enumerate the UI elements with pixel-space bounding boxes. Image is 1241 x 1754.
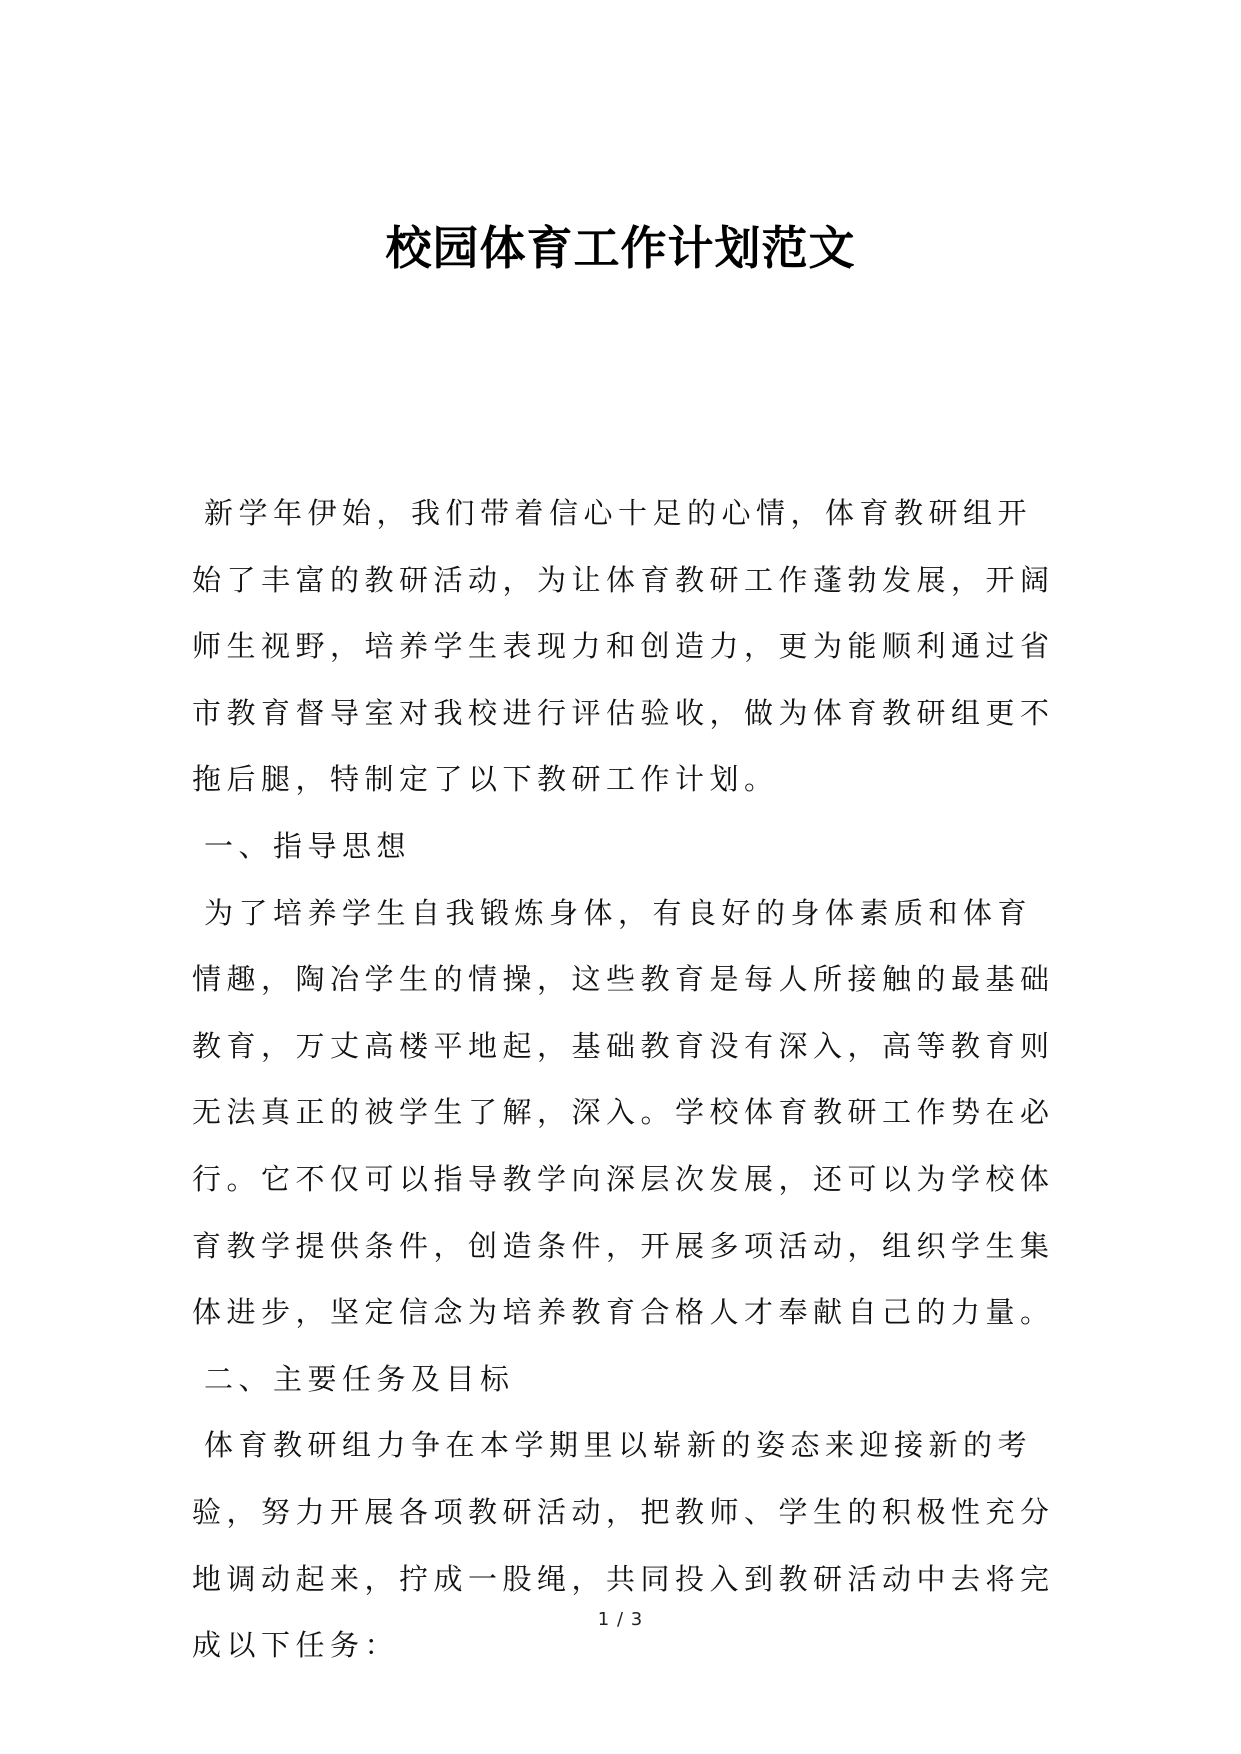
paragraph-main-tasks: 体育教研组力争在本学期里以崭新的姿态来迎接新的考验，努力开展各项教研活动，把教师、学生的积极性充分地调动起来，拧成一股绳，共同投入到教研活动中去将完成以下任务： (192, 1428, 1055, 1663)
paragraph-intro: 新学年伊始，我们带着信心十足的心情，体育教研组开始了丰富的教研活动，为让体育教研工作蓬勃发展，开阔师生视野，培养学生表现力和创造力，更为能顺利通过省市教育督导室对我校进行评估验收，做为体育教研组更不拖后腿，特制定了以下教研工作计划。 (192, 496, 1055, 797)
document-title: 校园体育工作计划范文 (385, 221, 856, 275)
paragraph-guiding-ideology: 为了培养学生自我锻炼身体，有良好的身体素质和体育情趣，陶冶学生的情操，这些教育是每人所接触的最基础教育，万丈高楼平地起，基础教育没有深入，高等教育则无法真正的被学生了解，深入。学校体育教研工作势在必行。它不仅可以指导教学向深层次发展，还可以为学校体育教学提供条件，创造条件，开展多项活动，组织学生集体进步，坚定信念为培养教育合格人才奉献自己的力量。 (192, 895, 1055, 1330)
section-heading-main-tasks: 二、主要任务及目标 (204, 1361, 515, 1396)
document-body (192, 480, 1057, 1679)
page-number: 1 / 3 (597, 1609, 644, 1630)
section-heading-guiding-ideology: 一、指导思想 (204, 828, 412, 863)
